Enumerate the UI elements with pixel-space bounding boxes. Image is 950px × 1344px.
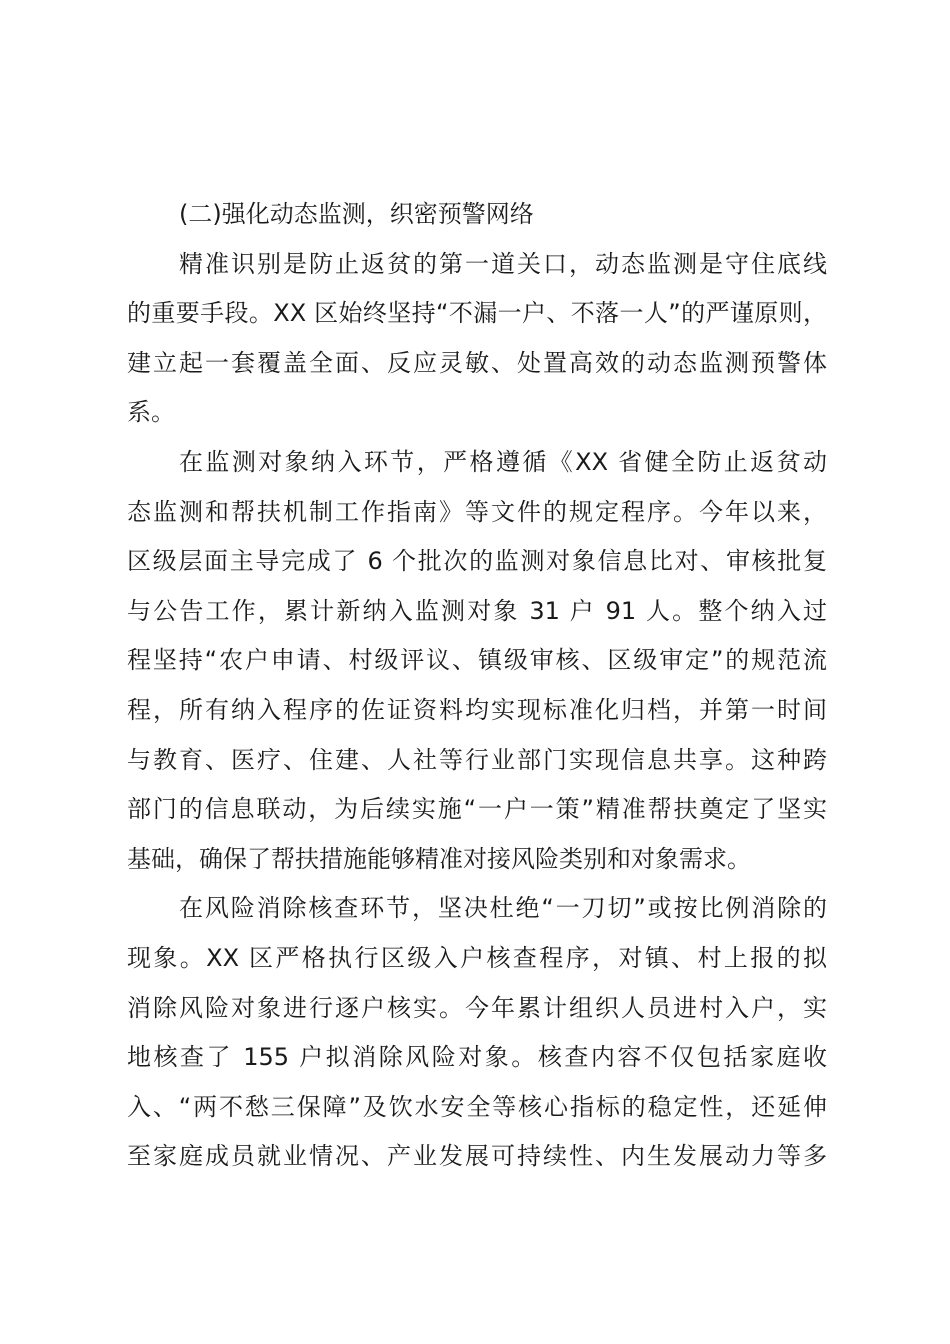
paragraph-3	[127, 884, 827, 1182]
paragraph-line: 入、“两不愁三保障”及饮水安全等核心指标的稳定性，还延伸	[127, 1092, 827, 1121]
paragraph-1	[127, 240, 827, 438]
paragraph-line: 程坚持“农户申请、村级评议、镇级审核、区级审定”的规范流	[127, 646, 827, 675]
paragraph-line: 与公告工作，累计新纳入监测对象 31 户 91 人。整个纳入过	[127, 596, 827, 625]
paragraph-line: 至家庭成员就业情况、产业发展可持续性、内生发展动力等多	[127, 1142, 827, 1171]
paragraph-line: 态监测和帮扶机制工作指南》等文件的规定程序。今年以来，	[127, 497, 827, 526]
paragraph-line: 地核查了 155 户拟消除风险对象。核查内容不仅包括家庭收	[127, 1043, 827, 1072]
section-heading: (二)强化动态监测，织密预警网络	[179, 200, 534, 228]
paragraph-line: 系。	[127, 398, 175, 427]
paragraph-line: 在风险消除核查环节，坚决杜绝“一刀切”或按比例消除的	[179, 894, 827, 923]
document-body	[127, 190, 827, 1182]
paragraph-line: 现象。XX 区严格执行区级入户核查程序，对镇、村上报的拟	[127, 943, 827, 972]
paragraph-line: 消除风险对象进行逐户核实。今年累计组织人员进村入户，实	[127, 993, 827, 1022]
paragraph-line: 与教育、医疗、住建、人社等行业部门实现信息共享。这种跨	[127, 745, 827, 774]
paragraph-line: 部门的信息联动，为后续实施“一户一策”精准帮扶奠定了坚实	[127, 795, 827, 824]
paragraph-line: 程，所有纳入程序的佐证资料均实现标准化归档，并第一时间	[127, 695, 827, 724]
paragraph-line: 在监测对象纳入环节，严格遵循《XX 省健全防止返贫动	[179, 447, 827, 476]
paragraph-line: 区级层面主导完成了 6 个批次的监测对象信息比对、审核批复	[127, 547, 827, 576]
paragraph-2	[127, 438, 827, 884]
paragraph-line: 建立起一套覆盖全面、反应灵敏、处置高效的动态监测预警体	[127, 348, 827, 377]
paragraph-line: 的重要手段。XX 区始终坚持“不漏一户、不落一人”的严谨原则，	[127, 299, 827, 328]
paragraph-line: 精准识别是防止返贫的第一道关口，动态监测是守住底线	[179, 249, 827, 278]
paragraph-line: 基础，确保了帮扶措施能够精准对接风险类别和对象需求。	[127, 844, 751, 873]
